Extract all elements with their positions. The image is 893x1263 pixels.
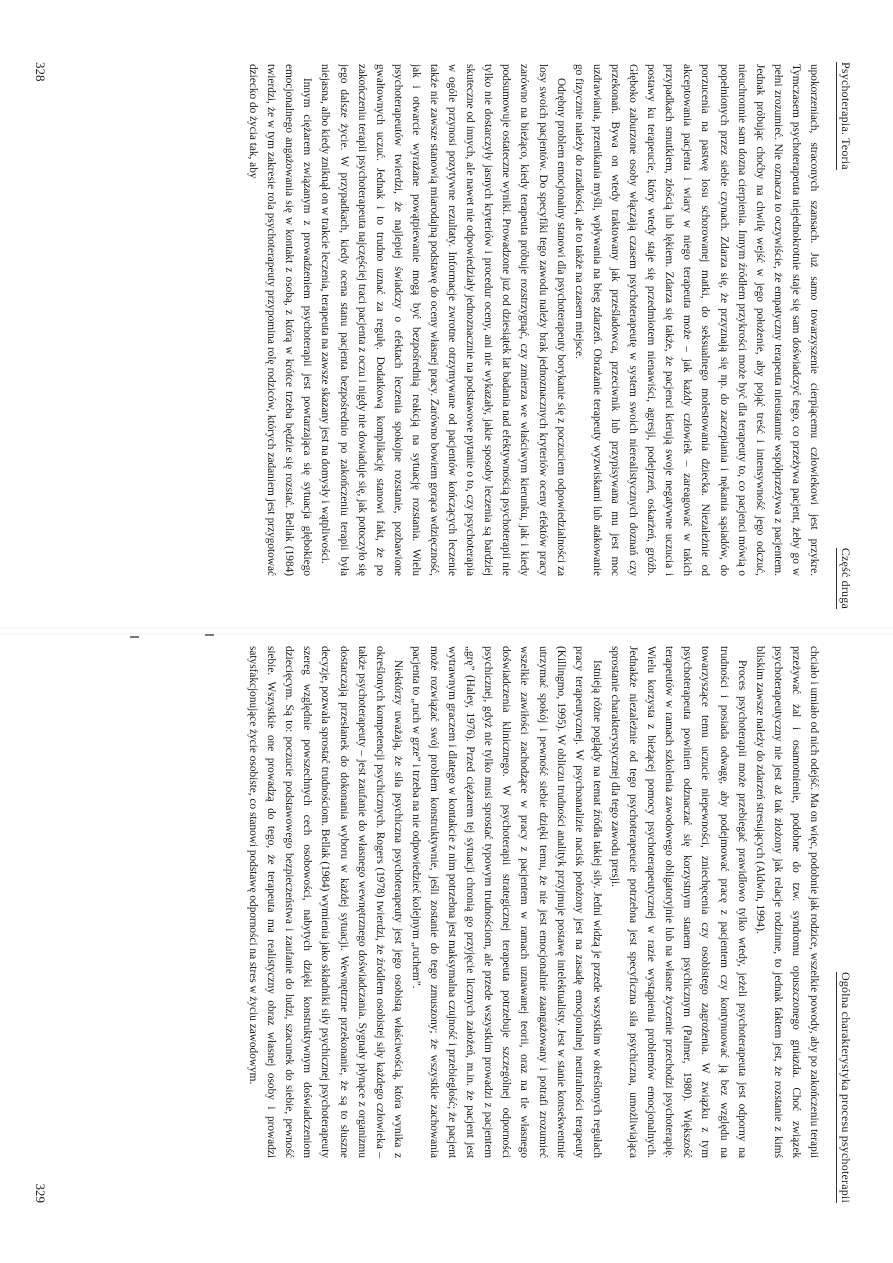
paragraph: chciało i umiało od nich odejść. Ma on więc, podobnie jak rodzice, wszelkie powody, aby po zakończeniu terapii przeżywać żal i osamotnienie, podobne do tzw. syndromu opuszczonego gniazda. Choć związek psychoterapeutyczny nie jest aż tak złożony jak relacje rodzinne, to jednak faktem jest, że rozstanie z kimś bliskim zawsze należy do zdarzeń stresujących (Aldwin, 1994). [753,646,820,1158]
paragraph: Odrębny problem emocjonalny stanowi dla psychoterapeuty borykanie się z poczuciem odpowiedzialności za losy swoich pacjentów. Do specyfiki tego zawodu należy brak jednoznacznych kryteriów oceny efektów pracy zarówno na bieżąco, kiedy terapeuta próbuje rozstrzygnąć, czy zmierza we właściwym kierunku, jak i kiedy podsumowuje ostateczne wyniki. Prowadzone już od dziesiątek lat badania nad efektywnością psychoterapii nie tylko nie dostarczyły jasnych kryteriów i procedur oceny, ani nie wykazały, jakie sposoby leczenia są bardziej skuteczne od innych, ale nawet nie odpowiedziały jednoznacznie na podstawowe pytanie o to, czy psychoterapia w ogóle przynosi pozytywne rezultaty. Informacje zwrotne otrzymywane od pacjentów kończących leczenie także nie zawsze stanowią miarodajną podstawę do oceny własnej pracy. Zarówno bowiem gorąca wdzięczność, jak i otwarcie wyrażane powątpiewanie mogą być bezpośrednią reakcją na sytuację rozstania. Wielu psychoterapeutów twierdzi, że najlepiej świadczy o efektach leczenia spokojne rozstanie, pozbawione gwałtownych uczuć. Jednak i to trudno uznać za regułę. Dodatkową komplikację stanowi fakt, że po zakończeniu terapii psychoterapeuta najczęściej traci pacjenta z oczu i nigdy nie dowiaduje się, jak potoczyło się jego dalsze życie. W przypadkach, kiedy ocena stanu pacjenta bezpośrednio po zakończeniu terapii była niejasna, albo kiedy zniknął on w trakcie leczenia, terapeuta na zawsze skazany jest na domysły i wątpliwości. [319,64,567,576]
running-head-right: Ogólna charakterystyka procesu psychoterapii [836,972,853,1203]
right-text-column [75,646,823,1158]
scan-mark [205,634,214,636]
right-page [0,632,893,1263]
page-number: 329 [33,1183,48,1203]
paragraph: Niektórzy uważają, że siła psychiczna psychoterapeuty jest jego osobistą właściwością, która wynika z określonych kompetencji psychicznych. Rogers (1978) twierdzi, że źródłem osobistej siły każdego człowieka – także psychoterapeuty – jest zaufanie do własnego wewnętrznego doświadczania. Sygnały płynące z organizmu dostarczają przesłanek do dokonania wyboru w każdej sytuacji. Wewnętrzne przekonanie, że są to słuszne decyzje, pozwala sprostać trudnościom. Bellak (1984) wymienia jako składniki siły psychicznej psychoterapeuty szereg względnie powszechnych cech osobowości, nabytych dzięki konstruktywnym doświadczeniom dziecięcym. Są to: poczucie podstawowego bezpieczeństwa i zaufanie do ludzi, szacunek do siebie, pewność siebie. Wszystkie one prowadzą do tego, że terapeuta ma realistyczny obraz własnej osoby i prowadzi satysfakcjonujące życie osobiste, co stanowi podstawę odporności na stres w życiu zawodowym. [247,646,404,1158]
paragraph: Istnieją różne poglądy na temat źródła takiej siły. Jedni widzą je przede wszystkim w określonych regułach pracy terapeutycznej. W psychoanalizie nacisk położony jest na zasadę emocjonalnej neutralności terapeuty (Killingmo, 1995). W obliczu trudności analityk przyjmuje postawę intelektualisty. Jest w stanie konsekwentnie utrzymać spokój i pewność siebie dzięki temu, że nie jest emocjonalnie zaangażowany i potrafi zrozumieć wszelkie zawiłości zachodzące w pracy z pacjentem w ramach uznawanej teorii, oraz na tle własnego doświadczenia klinicznego. W psychoterapii strategicznej terapeuta potrzebuje szczególnej odporności psychicznej, gdyż nie tylko musi sprostać typowym trudnościom, ale przede wszystkim prowadzi z pacjentem „grę” (Haley, 1976). Przed ciężarem tej sytuacji chronią go przyjęcie licznych założeń, m.in. że pacjent jest wytrawnym graczem i dlatego w kontakcie z nim potrzebna jest maksymalna czujność i przebiegłość; że pacjent może rozwiązać swój problem konstruktywnie, jeśli zostanie do tego zmuszony; że wszystkie zachowania pacjenta to „ruch w grze” i trzeba na nie odpowiedzieć kolejnym „ruchem”. [409,646,603,1158]
paragraph: Innym ciężarem związanym z prowadzeniem psychoterapii jest powtarzająca się sytuacja głębokiego emocjonalnego angażowania się w kontakt z osobą, z którą w krótce trzeba będzie się rozstać. Bellak (1984) twierdzi, że w tym zakresie rola psychoterapeuty przypomina rolę rodziców, których zadaniem jest przygotować dziecko do życia tak, aby [247,64,314,576]
left-text-column [75,64,823,576]
running-head-section: Część druga [836,548,853,609]
paragraph: upokorzeniach, straconych szansach. Już samo towarzyszenie cierpiącemu człowiekowi jest przykre. Tymczasem psychoterapeuta niejednokrotnie staje się sam doświadczyć tego, co przeżywa pacjent, żeby go w pełni zrozumieć. Nie oznacza to oczywiście, że empatyczny terapeuta nieustannie współprzeżywa z pacjentem. Jednak próbując choćby na chwilę wejść w jego położenie, aby pojąć treść i intensywność jego odczuć, nieuchronnie sam dozna cierpienia. Innym źródłem przykrości może być dla terapeuty to, co pacjenci mówią o popełnionych przez siebie czynach. Zdarza się, że przyznają się np. do zaczepiania i nękania sąsiadów, do porzucenia na pastwę losu schorowanej matki, do seksualnego molestowania dziecka. Niezależnie od akceptowania pacjenta i wiary w niego terapeuta może – jak każdy człowiek – zareagować w takich przypadkach smutkiem, złością lub lękiem. Zdarza się także, że pacjenci kierują swoje negatywne uczucia i postawy ku terapeucie, który wtedy staje się przedmiotem nienawiści, agresji, podejrzeń, oskarżeń, gróźb. Głęboko zaburzone osoby włączają czasem psychoterapeutę w system swoich nierealistycznych doznań czy przekonań. Bywa on wtedy traktowany jak prześladowca, przeciwnik lub przypisywana mu jest moc uzdrawiania, przenikania myśli, wpływania na bieg zdarzeń. Obrażanie terapeuty wyzwiskami lub atakowanie go fizycznie należy do rzadkości, ale to także na czasem miejsce. [572,64,820,576]
running-head-left: Psychoterapia. Teoria [836,62,853,170]
paragraph: Proces psychoterapii może przebiegać prawidłowo tylko wtedy, jeżeli psychoterapeuta jest odporny na trudności i posiada odwagę, aby podejmować pracę z pacjentem czy kontynuować ją bez względu na towarzyszące temu uczucie niepewności, zniechęcenia czy osobistego zagrożenia. W związku z tym psychoterapeuta powinien odznaczać się korzystnym stanem psychicznym (Palmer, 1980). Większość terapeutów w ramach szkolenia zawodowego obligatoryjnie lub na własne życzenie przechodzi psychoterapię. Wielu korzysta z bieżącej pomocy psychoterapeutycznej w razie wystąpienia problemów emocjonalnych. Jednakże niezależnie od tego psychoterapeucie potrzebna jest specyficzna siła psychiczna, umożliwiająca sprostanie charakterystycznej dla tego zawodu presji. [608,646,748,1158]
left-page [0,0,893,631]
scan-mark [130,636,139,638]
page-number: 328 [33,62,48,82]
